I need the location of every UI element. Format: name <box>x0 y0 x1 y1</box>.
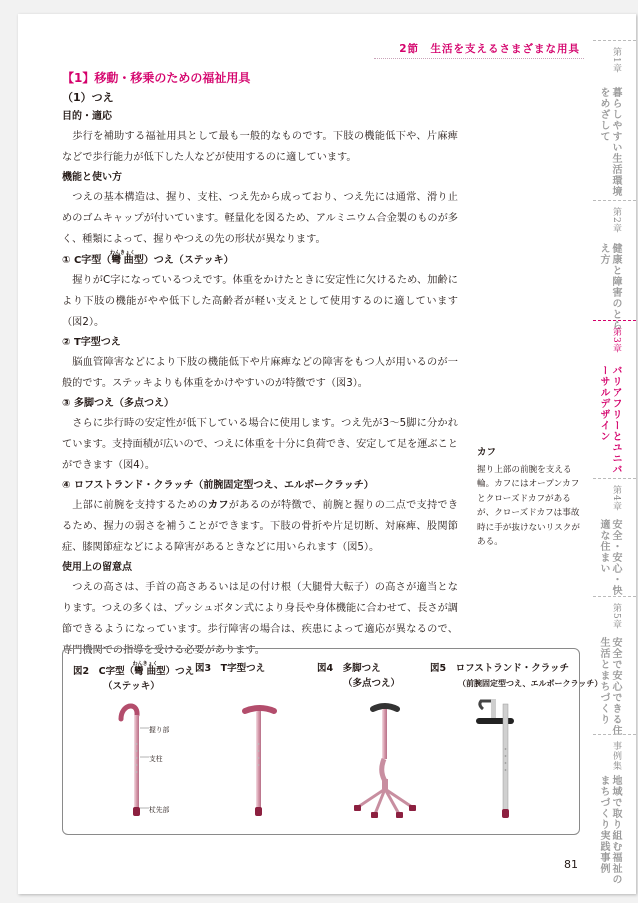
lofstrand-crutch-illustration <box>479 699 511 818</box>
fig2-caption-reading: わんきょく <box>132 661 158 667</box>
multi-leg-cane-illustration <box>354 706 416 818</box>
chapter-1-title: 暮らしやすい生活環境をめざして <box>598 87 621 197</box>
heading-notes: 使用上の留意点 <box>62 562 132 573</box>
chapter-tab-5[interactable] <box>593 596 636 737</box>
case-studies-label: 事例集 <box>611 741 621 771</box>
chapter-5-title: 安全で安心できる住生活とまちづくり <box>598 637 621 736</box>
section-header: 2節 生活を支えるさまざまな用具 <box>399 43 580 55</box>
fig3-caption: 図3 T字型つえ <box>195 663 266 674</box>
chapter-5-number: 第5章 <box>611 603 621 630</box>
fig2-caption-kanji: 彎曲 <box>132 666 158 677</box>
header-rule <box>374 58 584 59</box>
fig4-caption-b: （多点つえ） <box>343 678 401 689</box>
fig2-caption-c: （ステッキ） <box>103 681 160 692</box>
chapter-1-number: 第1章 <box>611 47 621 74</box>
chapter-4-title: 安全・安心・快適な住まい <box>598 519 621 596</box>
paragraph-purpose: 歩行を補助する福祉用具として最も一般的なものです。下肢の機能低下や、片麻痺などで歩行能力が低下した人などが使用するのに適しています。 <box>62 131 458 163</box>
side-note-body: 握り上部の前腕を支える輪。カフにはオープンカフとクローズドカフがあるが、クローズドカフは事故時に手が抜けないリスクがある。 <box>477 464 580 547</box>
chapter-4-number: 第4章 <box>611 485 621 512</box>
chapter-3-title: バリアフリーとユニバーサルデザイン <box>598 365 621 475</box>
fig5-caption-b: （前腕固定型つえ、エルボークラッチ） <box>458 679 603 688</box>
fig4-caption-a: 図4 多脚つえ <box>317 663 381 674</box>
chapter-tab-3[interactable] <box>593 320 636 479</box>
page-number: 81 <box>564 858 578 871</box>
item-lofstrand-crutch: ④ ロフストランド・クラッチ（前腕固定型つえ、エルボークラッチ） <box>62 480 374 491</box>
chapter-3-number: 第3章 <box>611 327 621 354</box>
paragraph-lofstrand-crutch <box>62 495 458 558</box>
paragraph-lofstrand-a: 上部に前腕を支持するための <box>72 500 208 511</box>
fig5-caption-a: 図5 ロフストランド・クラッチ <box>430 663 570 674</box>
case-studies-title: 地域で取り組む福祉のまちづくり実践事例 <box>598 775 621 885</box>
figure-illustrations <box>63 649 579 834</box>
heading-cane: （1）つえ <box>62 91 114 104</box>
paragraph-t-cane: 脳血管障害などにより下肢の機能低下や片麻痺などの障害をもつ人が用いるのが一般的です。ステッキよりも体重をかけやすいのが特徴です（図3）。 <box>62 357 458 389</box>
side-note-title: カフ <box>477 447 497 458</box>
figure-box <box>62 648 603 835</box>
chapter-2-number: 第2章 <box>611 207 621 234</box>
paragraph-notes: つえの高さは、手首の高さあるいは足の付け根（大腿骨大転子）の高さが適当となります。つえの多くは、プッシュボタン式により身長や身体機能に合わせて、長さが調節できるようになっています。歩行障害の場合は、疾患によって適応が異なるので、専門機関での指導を受ける必要があります。 <box>62 582 458 656</box>
main-text <box>62 68 458 661</box>
label-shaft: 支柱 <box>149 755 163 763</box>
item-c-cane <box>62 250 458 270</box>
heading-function: 機能と使い方 <box>62 172 122 183</box>
side-note-cuff <box>477 446 583 550</box>
fig2-caption-a: 図2 C字型（ <box>73 666 135 677</box>
paragraph-c-cane: 握りがC字になっているつえです。体重をかけたときに安定性に欠けるため、加齢により下肢の機能がやや低下した高齢者が軽い支えとして使用するのに適しています（図2）。 <box>62 275 458 328</box>
chapter-tab-1[interactable] <box>593 40 636 201</box>
item-c-cane-post: 型）つえ（ステッキ） <box>133 255 234 266</box>
fig2-caption-b: 型）つえ <box>156 666 195 677</box>
heading-purpose: 目的・適応 <box>62 111 112 122</box>
item-c-cane-reading: わんきょく <box>110 250 136 256</box>
label-tip: 杖先部 <box>149 806 170 814</box>
c-cane-illustration <box>121 706 149 816</box>
paragraph-function: つえの基本構造は、握り、支柱、つえ先から成っており、つえ先には通常、滑り止めのゴムキャップが付いています。軽量化を図るため、アルミニウム合金製のものが多く、種類によって、握りやつえの先の形状が異なります。 <box>62 192 458 245</box>
item-c-cane-kanji: 彎曲 <box>110 255 136 266</box>
t-cane-illustration <box>245 708 274 816</box>
label-grip: 握り部 <box>149 726 170 734</box>
term-cuff: カフ <box>207 500 229 511</box>
paragraph-multi-leg-cane: さらに歩行時の安定性が低下している場合に使用します。つえ先が3～5脚に分かれています。支持面積が広いので、つえに体重を十分に負荷でき、安定して足を運ぶことができます（図4）。 <box>62 418 458 471</box>
paragraph-lofstrand-b: があるのが特徴で、前腕と握りの二点で支持できるため、握力の弱さを補うことができます。下肢の骨折や片足切断、対麻痺、股関節症、膝関節症などによる障害があるときなどに用いられます（図5）。 <box>62 500 459 553</box>
item-multi-leg-cane: ③ 多脚つえ（多点つえ） <box>62 398 174 409</box>
chapter-tab-4[interactable] <box>593 478 636 599</box>
chapter-2-title: 健康と障害のとらえ方 <box>598 243 621 331</box>
heading-mobility-aids: 【1】移動・移乗のための福祉用具 <box>62 71 251 85</box>
chapter-tab-case-studies[interactable] <box>593 734 636 885</box>
item-c-cane-ruby <box>110 250 136 266</box>
item-t-cane: ② T字型つえ <box>62 337 121 348</box>
item-c-cane-pre: ① C字型（ <box>62 255 112 266</box>
